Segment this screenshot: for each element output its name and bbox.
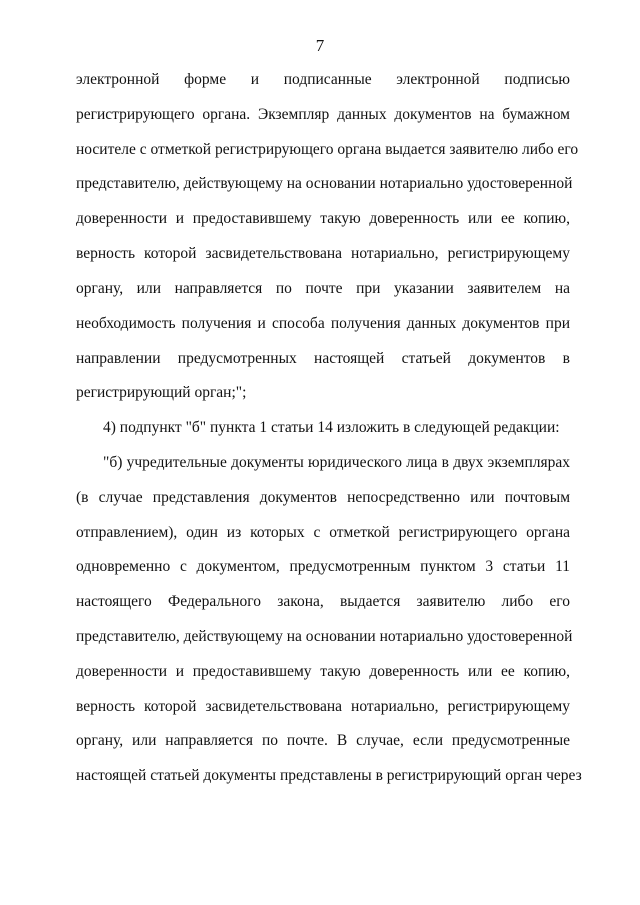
text-line: верность которой засвидетельствована нотариально, регистрирующему: [76, 245, 570, 262]
text-line: органу, или направляется по почте при указании заявителем на: [76, 280, 570, 297]
text-line: настоящей статьей документы представлены в регистрирующий орган через: [76, 767, 582, 784]
text-line: одновременно с документом, предусмотренным пунктом 3 статьи 11: [76, 558, 570, 575]
text-line: настоящего Федерального закона, выдается заявителю либо его: [76, 593, 570, 610]
text-line: представителю, действующему на основании нотариально удостоверенной: [76, 628, 573, 645]
text-line: (в случае представления документов непосредственно или почтовым: [76, 489, 570, 506]
page-number: 7: [315, 36, 325, 55]
text-line: доверенности и предоставившему такую доверенность или ее копию,: [76, 210, 570, 227]
text-line: направлении предусмотренных настоящей статьей документов в: [76, 350, 570, 367]
text-line: доверенности и предоставившему такую доверенность или ее копию,: [76, 663, 570, 680]
text-line: регистрирующий орган;";: [76, 384, 247, 401]
text-line: необходимость получения и способа получения данных документов при: [76, 315, 570, 332]
text-line: органу, или направляется по почте. В случае, если предусмотренные: [76, 732, 570, 749]
text-line: электронной форме и подписанные электронной подписью: [76, 71, 570, 88]
text-line: "б) учредительные документы юридического лица в двух экземплярах: [103, 454, 570, 471]
text-line: 4) подпункт "б" пункта 1 статьи 14 изложить в следующей редакции:: [103, 419, 560, 436]
text-line: отправлением), один из которых с отметкой регистрирующего органа: [76, 524, 570, 541]
text-line: носителе с отметкой регистрирующего органа выдается заявителю либо его: [76, 141, 579, 158]
text-line: верность которой засвидетельствована нотариально, регистрирующему: [76, 698, 570, 715]
text-line: регистрирующего органа. Экземпляр данных документов на бумажном: [76, 106, 570, 123]
text-line: представителю, действующему на основании нотариально удостоверенной: [76, 175, 573, 192]
